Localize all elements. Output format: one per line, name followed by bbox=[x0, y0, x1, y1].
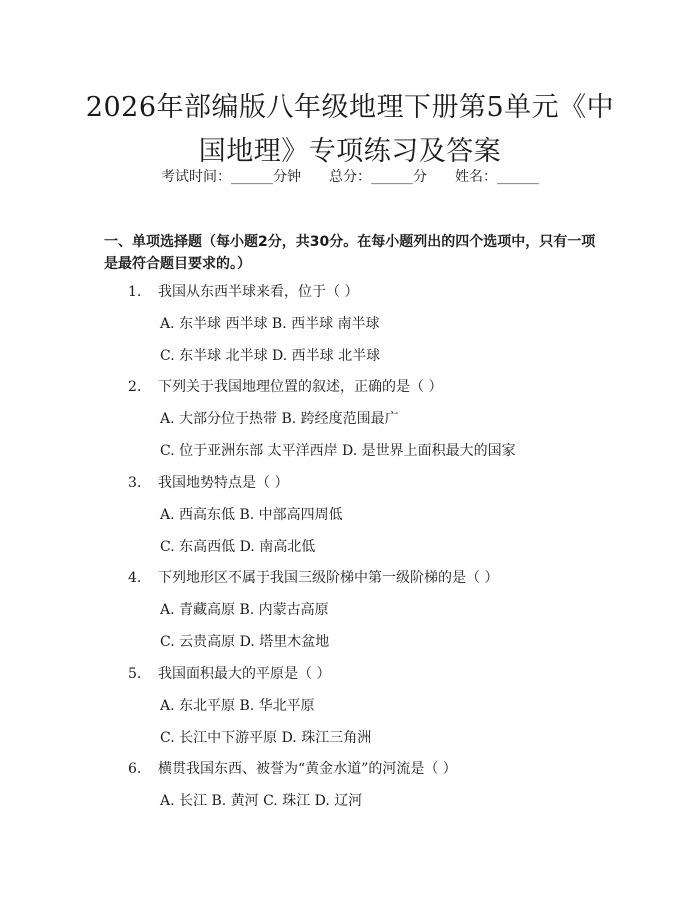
question-4-options-line-1: A. 青藏高原 B. 内蒙古高原 bbox=[160, 602, 329, 618]
question-number: 1. bbox=[128, 284, 142, 300]
question-1-options-line-1: A. 东半球 西半球 B. 西半球 南半球 bbox=[160, 316, 380, 332]
question-5-options-line-1: A. 东北平原 B. 华北平原 bbox=[160, 698, 315, 714]
question-3 bbox=[128, 473, 288, 493]
question-6 bbox=[128, 759, 457, 779]
question-2-options-line-1: A. 大部分位于热带 B. 跨经度范围最广 bbox=[160, 411, 399, 427]
question-number: 5. bbox=[128, 666, 142, 682]
question-text: 横贯我国东西、被誉为“黄金水道”的河流是（ ） bbox=[158, 761, 457, 777]
total-score-label: 总分：______分 bbox=[329, 169, 427, 185]
question-text: 我国面积最大的平原是（ ） bbox=[158, 666, 331, 682]
question-number: 4. bbox=[128, 570, 142, 586]
exam-time-label: 考试时间：______分钟 bbox=[161, 169, 301, 185]
question-2-options-line-2: C. 位于亚洲东部 太平洋西岸 D. 是世界上面积最大的国家 bbox=[160, 443, 516, 459]
exam-meta bbox=[0, 167, 700, 187]
question-6-options-line-1: A. 长江 B. 黄河 C. 珠江 D. 辽河 bbox=[160, 793, 363, 809]
question-text: 下列地形区不属于我国三级阶梯中第一级阶梯的是（ ） bbox=[158, 570, 499, 586]
question-4 bbox=[128, 568, 498, 588]
question-3-options-line-1: A. 西高东低 B. 中部高四周低 bbox=[160, 507, 343, 523]
question-text: 我国从东西半球来看，位于（ ） bbox=[158, 284, 359, 300]
question-text: 下列关于我国地理位置的叙述，正确的是（ ） bbox=[158, 379, 443, 395]
section-heading: 一、单项选择题（每小题2分，共30分。在每小题列出的四个选项中，只有一项是最符合题目要求的。） bbox=[104, 234, 596, 272]
question-number: 3. bbox=[128, 475, 142, 491]
question-5 bbox=[128, 664, 330, 684]
question-2 bbox=[128, 377, 442, 397]
question-text: 我国地势特点是（ ） bbox=[158, 475, 289, 491]
student-name-label: 姓名：______ bbox=[455, 169, 539, 185]
question-number: 2. bbox=[128, 379, 142, 395]
question-1-options-line-2: C. 东半球 北半球 D. 西半球 北半球 bbox=[160, 348, 381, 364]
question-4-options-line-2: C. 云贵高原 D. 塔里木盆地 bbox=[160, 634, 330, 650]
page-title: 2026年部编版八年级地理下册第5单元《中国地理》专项练习及答案 bbox=[85, 92, 615, 167]
question-1 bbox=[128, 282, 358, 302]
question-3-options-line-2: C. 东高西低 D. 南高北低 bbox=[160, 539, 316, 555]
question-5-options-line-2: C. 长江中下游平原 D. 珠江三角洲 bbox=[160, 730, 372, 746]
question-number: 6. bbox=[128, 761, 142, 777]
